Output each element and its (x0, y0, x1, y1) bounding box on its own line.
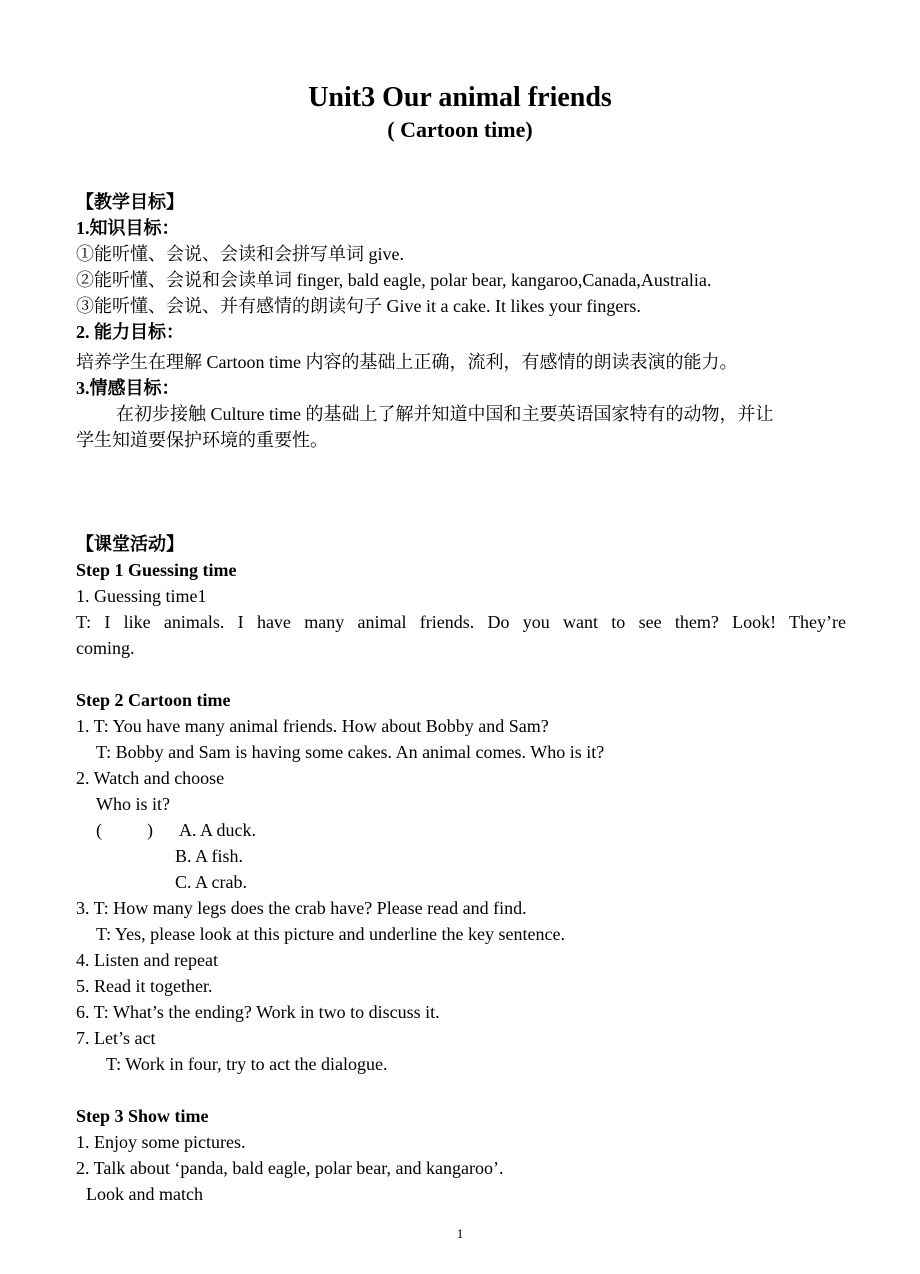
knowledge-item: ③能听懂、会说、并有感情的朗读句子 Give it a cake. It likes your fingers. (76, 296, 641, 316)
step2-item: 2. Watch and choose (76, 768, 225, 788)
emotion-text-line1: 在初步接触 Culture time 的基础上了解并知道中国和主要英语国家特有的动物，并让 (116, 404, 774, 424)
step3-item-sub: Look and match (86, 1184, 203, 1204)
knowledge-heading: 1.知识目标： (76, 218, 180, 238)
page-number: 1 (456, 1226, 464, 1241)
page-subtitle: ( Cartoon time) (387, 117, 533, 142)
emotion-heading: 3.情感目标： (76, 378, 180, 398)
step2-item-sub: T: Work in four, try to act the dialogue. (106, 1054, 388, 1074)
step1-item: 1. Guessing time1 (76, 586, 207, 606)
option-b: B. A fish. (175, 846, 244, 866)
answer-bracket: ( ) (96, 820, 153, 840)
ability-text: 培养学生在理解 Cartoon time 内容的基础上正确，流利，有感情的朗读表演的能力。 (76, 352, 738, 372)
step1-dialogue-line1: T: I like animals. I have many animal friends. Do you want to see them? Look! They’re (76, 612, 846, 632)
step3-heading: Step 3 Show time (76, 1106, 209, 1126)
step3-item: 2. Talk about ‘panda, bald eagle, polar bear, and kangaroo’. (76, 1158, 504, 1178)
step2-item-sub: T: Yes, please look at this picture and underline the key sentence. (96, 924, 565, 944)
step3-item: 1. Enjoy some pictures. (76, 1132, 246, 1152)
step2-item: 6. T: What’s the ending? Work in two to discuss it. (76, 1002, 440, 1022)
step2-item: 7. Let’s act (76, 1028, 156, 1048)
step2-question: Who is it? (96, 794, 170, 814)
step2-item: 3. T: How many legs does the crab have? Please read and find. (76, 898, 527, 918)
step2-item: 5. Read it together. (76, 976, 213, 996)
step1-dialogue-line2: coming. (76, 638, 135, 658)
ability-heading: 2. 能力目标： (76, 322, 184, 342)
page-title: Unit3 Our animal friends (308, 82, 612, 113)
emotion-text-line2: 学生知道要保护环境的重要性。 (76, 430, 328, 450)
step2-heading: Step 2 Cartoon time (76, 690, 231, 710)
step2-item: 4. Listen and repeat (76, 950, 218, 970)
activities-heading: 【课堂活动】 (76, 534, 184, 554)
option-a: A. A duck. (179, 820, 257, 840)
knowledge-item: ②能听懂、会说和会读单词 finger, bald eagle, polar bear, kangaroo,Canada,Australia. (76, 270, 712, 290)
step1-heading: Step 1 Guessing time (76, 560, 237, 580)
knowledge-item: ①能听懂、会说、会读和会拼写单词 give. (76, 244, 404, 264)
step2-item: 1. T: You have many animal friends. How about Bobby and Sam? (76, 716, 549, 736)
option-c: C. A crab. (175, 872, 247, 892)
objectives-heading: 【教学目标】 (76, 192, 184, 212)
step2-item-sub: T: Bobby and Sam is having some cakes. An animal comes. Who is it? (96, 742, 605, 762)
